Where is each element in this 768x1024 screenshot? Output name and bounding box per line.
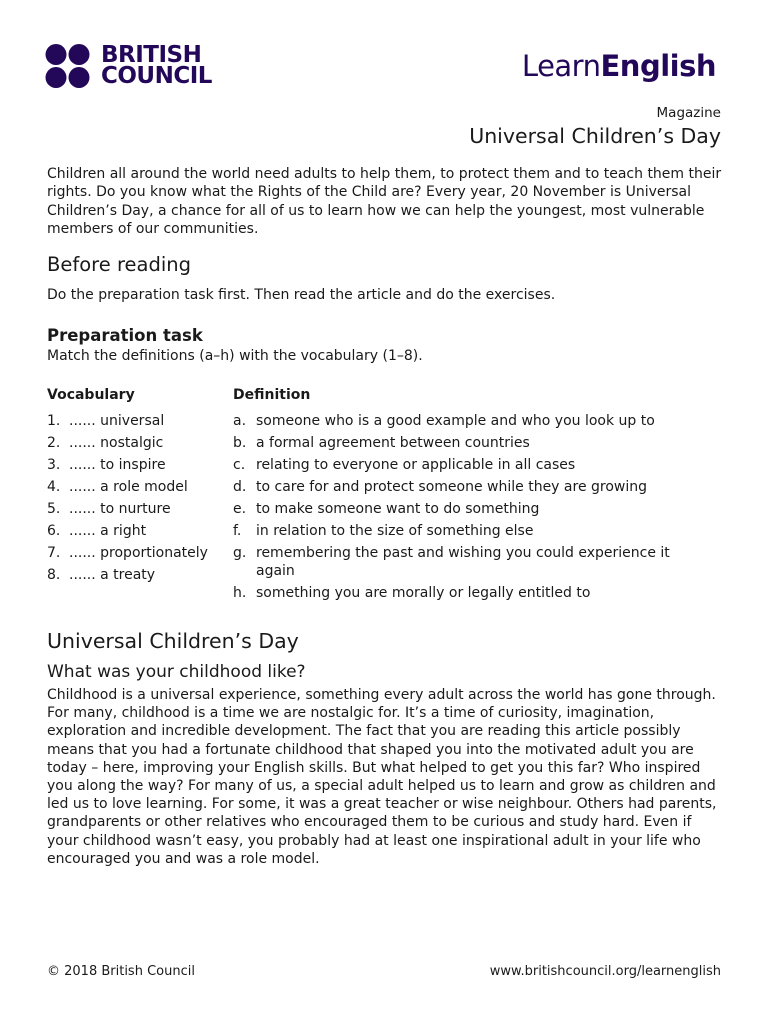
- vocab-num: 3.: [47, 457, 61, 473]
- vocab-num: 6.: [47, 523, 61, 539]
- logo-line2: COUNCIL: [101, 63, 212, 89]
- vocab-num: 2.: [47, 435, 61, 451]
- vocab-num: 1.: [47, 413, 61, 429]
- footer-url[interactable]: www.britishcouncil.org/learnenglish: [489, 964, 721, 979]
- vocab-text: ...... proportionately: [69, 545, 208, 561]
- intro-paragraph: Children all around the world need adults to help them, to protect them and to teach them their rights. Do you know what the Rights of the Child are? Every year, 20 November is Universal Children’s Day, a chance for all of us to learn how we can help the youngest, most vulnerable members of our communities.: [47, 166, 722, 237]
- preparation-instruction: Match the definitions (a–h) with the vocabulary (1–8).: [47, 348, 423, 364]
- learn-light: Learn: [521, 49, 601, 83]
- before-reading-heading: Before reading: [47, 253, 192, 276]
- vocab-item: [47, 478, 208, 500]
- definition-text: in relation to the size of something else: [256, 523, 534, 539]
- vocab-item: [47, 522, 208, 544]
- vocab-item: [47, 544, 208, 566]
- definition-letter: c.: [233, 457, 246, 473]
- definition-letter: h.: [233, 585, 247, 601]
- definition-letter: g.: [233, 545, 247, 561]
- definition-letter: e.: [233, 501, 247, 517]
- vocab-text: ...... nostalgic: [69, 435, 164, 451]
- definition-item: [233, 456, 703, 474]
- definition-letter: b.: [233, 435, 247, 451]
- definition-item: [233, 412, 703, 430]
- vocabulary-list: [47, 412, 208, 588]
- before-reading-text: Do the preparation task first. Then read the article and do the exercises.: [47, 287, 556, 303]
- logo-line1: BRITISH: [101, 42, 202, 68]
- british-council-logo: [45, 43, 212, 89]
- learn-bold: English: [600, 49, 716, 83]
- vocab-item: [47, 500, 208, 522]
- definition-text: remembering the past and wishing you could experience it again: [256, 545, 670, 579]
- vocab-item: [47, 412, 208, 434]
- definition-item: [233, 584, 703, 602]
- article-title: Universal Children’s Day: [47, 629, 299, 653]
- definition-letter: a.: [233, 413, 247, 429]
- vocab-text: ...... a treaty: [69, 567, 156, 583]
- article-body: Childhood is a universal experience, something every adult across the world has gone through. For many, childhood is a time we are nostalgic for. It’s a time of curiosity, imagination, exploration and incredible development. The fact that you are reading this article possibly means that you had a fortunate childhood that shaped you into the motivated adult you are today – here, improving your English skills. But what helped to get you this far? Who inspired you along the way? For many of us, a special adult helped us to learn and grow as children and led us to love learning. For some, it was a great teacher or wise neighbour. Others had parents, grandparents or other relatives who encouraged them to be curious and study hard. Even if your childhood wasn’t easy, you probably had at least one inspirational adult in your life who encouraged you and was a role model.: [47, 687, 717, 867]
- preparation-heading: Preparation task: [47, 326, 203, 345]
- vocab-item: [47, 456, 208, 478]
- vocab-num: 7.: [47, 545, 61, 561]
- vocab-text: ...... universal: [69, 413, 165, 429]
- definition-header: Definition: [233, 387, 311, 403]
- definition-text: relating to everyone or applicable in all cases: [256, 457, 576, 473]
- vocab-text: ...... a role model: [69, 479, 188, 495]
- definition-letter: d.: [233, 479, 247, 495]
- definition-letter: f.: [233, 523, 242, 539]
- vocab-num: 5.: [47, 501, 61, 517]
- page-title: Universal Children’s Day: [469, 124, 721, 148]
- learnenglish-logo: [522, 49, 716, 83]
- vocab-num: 4.: [47, 479, 61, 495]
- vocab-num: 8.: [47, 567, 61, 583]
- definition-item: [233, 522, 703, 540]
- definition-text: something you are morally or legally entitled to: [256, 585, 591, 601]
- logo-wordmark: [101, 42, 212, 89]
- definition-text: someone who is a good example and who you look up to: [256, 413, 655, 429]
- vocab-text: ...... to inspire: [69, 457, 166, 473]
- vocab-text: ...... to nurture: [69, 501, 171, 517]
- british-council-logo-icon: [45, 43, 95, 89]
- definition-text: a formal agreement between countries: [256, 435, 530, 451]
- definition-item: [233, 544, 703, 580]
- definition-item: [233, 434, 703, 452]
- definition-item: [233, 478, 703, 496]
- vocab-text: ...... a right: [69, 523, 147, 539]
- footer-copyright: © 2018 British Council: [47, 964, 195, 979]
- vocab-item: [47, 434, 208, 456]
- article-subtitle: What was your childhood like?: [47, 662, 306, 682]
- definition-text: to make someone want to do something: [256, 501, 540, 517]
- section-label: Magazine: [656, 105, 721, 121]
- vocab-item: [47, 566, 208, 588]
- definition-item: [233, 500, 703, 518]
- definition-text: to care for and protect someone while they are growing: [256, 479, 648, 495]
- vocabulary-header: Vocabulary: [47, 387, 135, 403]
- definition-list: [233, 412, 703, 606]
